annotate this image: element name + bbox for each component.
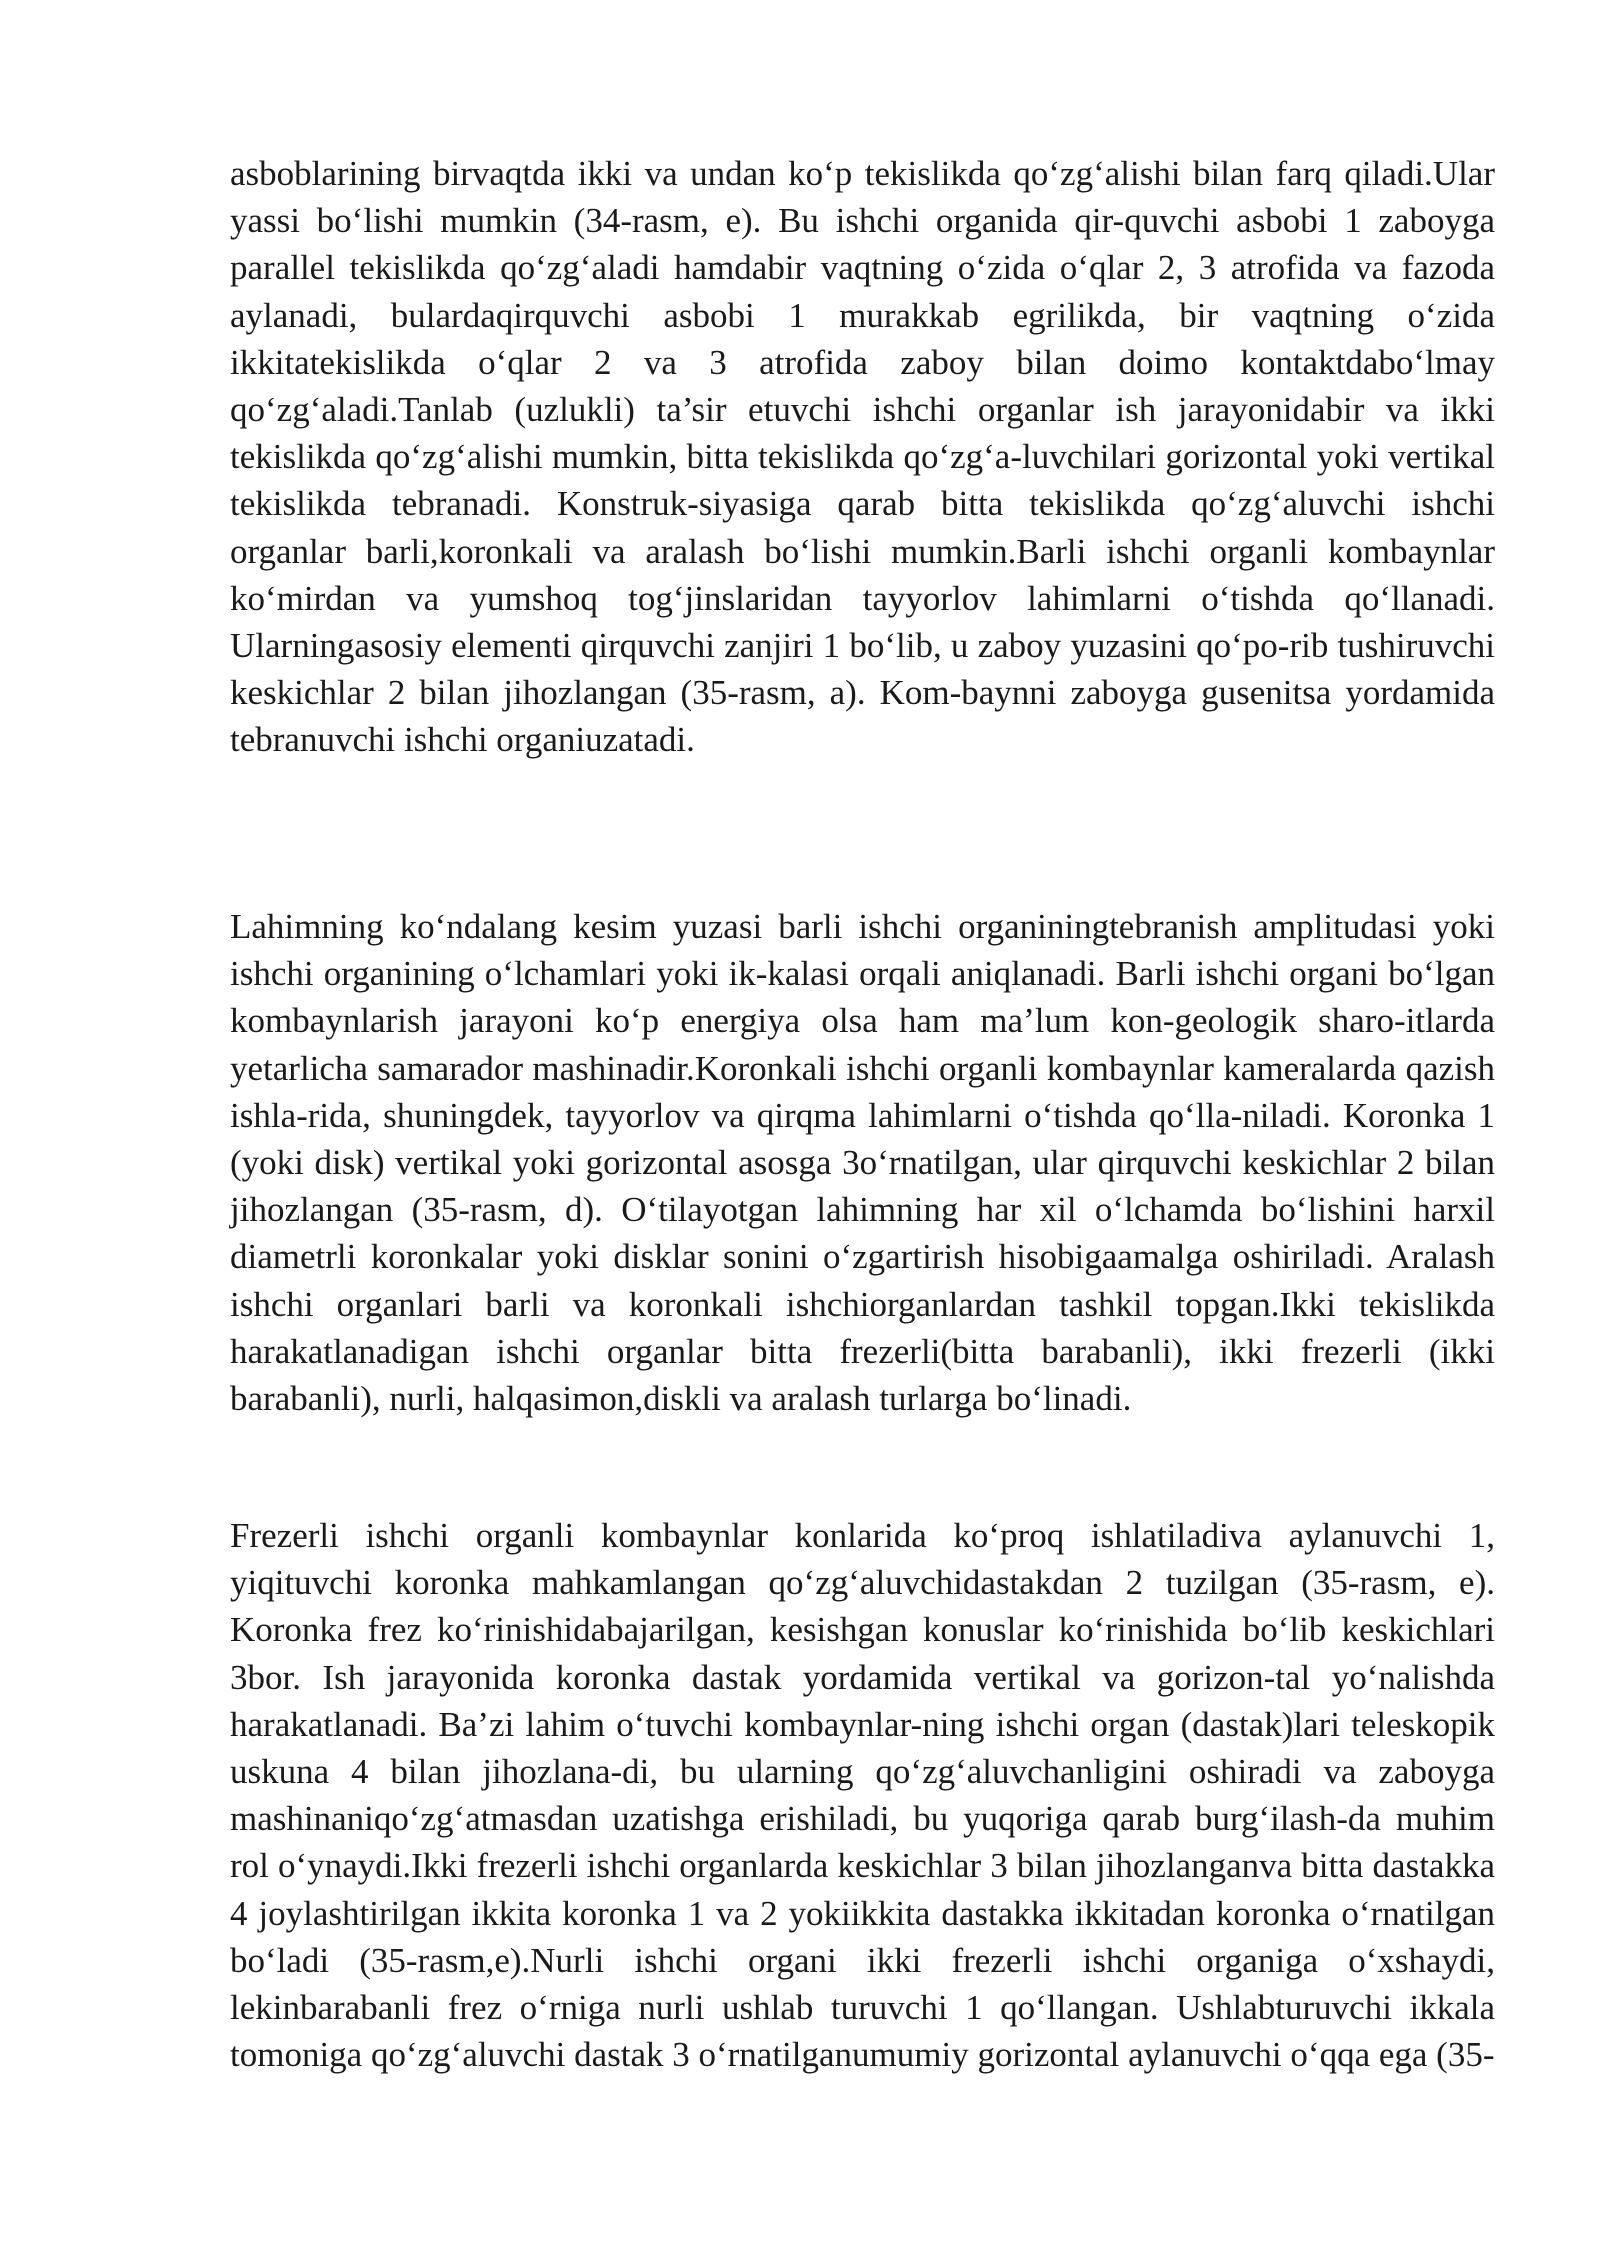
- paragraph-1: asboblarining birvaqtda ikki va undan ko‘p tekislikda qo‘zg‘alishi bilan farq qiladi.Ular yassi bo‘lishi mumkin (34-rasm, e). Bu ishchi organida qir-quvchi asbobi 1 zaboyga parallel tekislikda qo‘zg‘aladi hamdabir vaqtning o‘zida o‘qlar 2, 3 atrofida va fazoda aylanadi, bulardaqirquvchi asbobi 1 murakkab egrilikda, bir vaqtning o‘zida ikkitatekislikda o‘qlar 2 va 3 atrofida zaboy bilan doimo kontaktdabo‘lmay qo‘zg‘aladi.Tanlab (uzlukli) ta’sir etuvchi ishchi organlar ish jarayonidabir va ikki tekislikda qo‘zg‘alishi mumkin, bitta tekislikda qo‘zg‘a-luvchilari gorizontal yoki vertikal tekislikda tebranadi. Konstruk-siyasiga qarab bitta tekislikda qo‘zg‘aluvchi ishchi organlar barli,koronkali va aralash bo‘lishi mumkin.Barli ishchi organli kombaynlar ko‘mirdan va yumshoq tog‘jinslaridan tayyorlov lahimlarni o‘tishda qo‘llanadi. Ularningasosiy elementi qirquvchi zanjiri 1 bo‘lib, u zaboy yuzasini qo‘po-rib tushiruvchi keskichlar 2 bilan jihozlangan (35-rasm, a). Kom-baynni zaboyga gusenitsa yordamida tebranuvchi ishchi organiuzatadi.: [230, 154, 1495, 760]
- paragraph-2: Lahimning ko‘ndalang kesim yuzasi barli ishchi organiningtebranish amplitudasi yoki ishchi organining o‘lchamlari yoki ik-kalasi orqali aniqlanadi. Barli ishchi organi bo‘lgan kombaynlarish jarayoni ko‘p energiya olsa ham ma’lum kon-geologik sharo-itlarda yetarlicha samarador mashinadir.Koronkali ishchi organli kombaynlar kameralarda qazish ishla-rida, shuningdek, tayyorlov va qirqma lahimlarni o‘tishda qo‘lla-niladi. Koronka 1 (yoki disk) vertikal yoki gorizontal asosga 3o‘rnatilgan, ular qirquvchi keskichlar 2 bilan jihozlangan (35-rasm, d). O‘tilayotgan lahimning har xil o‘lchamda bo‘lishini harxil diametrli koronkalar yoki disklar sonini o‘zgartirish hisobigaamalga oshiriladi. Aralash ishchi organlari barli va koronkali ishchiorganlardan tashkil topgan.Ikki tekislikda harakatlanadigan ishchi organlar bitta frezerli(bitta barabanli), ikki frezerli (ikki barabanli), nurli, halqasimon,diskli va aralash turlarga bo‘linadi.: [230, 907, 1495, 1419]
- paragraph-3: Frezerli ishchi organli kombaynlar konlarida ko‘proq ishlatiladiva aylanuvchi 1, yiqituvchi koronka mahkamlangan qo‘zg‘aluvchidastakdan 2 tuzilgan (35-rasm, e). Koronka frez ko‘rinishidabajarilgan, kesishgan konuslar ko‘rinishida bo‘lib keskichlari 3bor. Ish jarayonida koronka dastak yordamida vertikal va gorizon-tal yo‘nalishda harakatlanadi. Ba’zi lahim o‘tuvchi kombaynlar-ning ishchi organ (dastak)lari teleskopik uskuna 4 bilan jihozlana-di, bu ularning qo‘zg‘aluvchanligini oshiradi va zaboyga mashinaniqo‘zg‘atmasdan uzatishga erishiladi, bu yuqoriga qarab burg‘ilash-da muhim rol o‘ynaydi.Ikki frezerli ishchi organlarda keskichlar 3 bilan jihozlanganva bitta dastakka 4 joylashtirilgan ikkita koronka 1 va 2 yokiikkita dastakka ikkitadan koronka o‘rnatilgan bo‘ladi (35-rasm,e).Nurli ishchi organi ikki frezerli ishchi organiga o‘xshaydi, lekinbarabanli frez o‘rniga nurli ushlab turuvchi 1 qo‘llangan. Ushlabturuvchi ikkala tomoniga qo‘zg‘aluvchi dastak 3 o‘rnatilganumumiy gorizontal aylanuvchi o‘qqa ega (35-: [230, 1516, 1495, 2075]
